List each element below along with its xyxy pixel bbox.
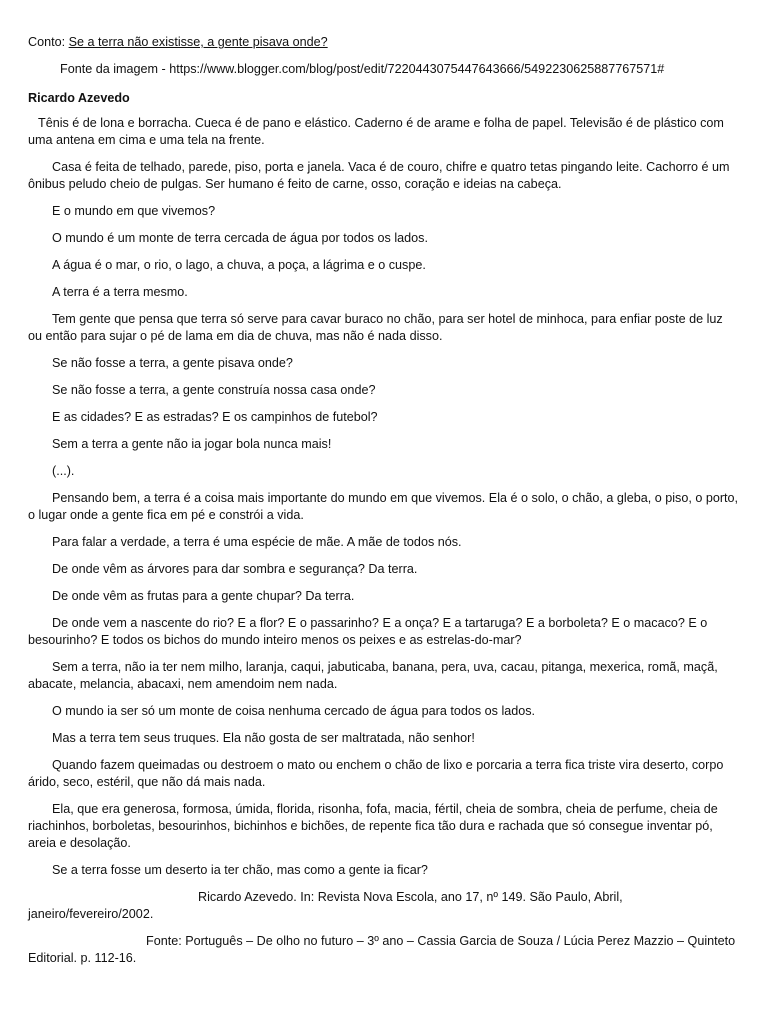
paragraph: A água é o mar, o rio, o lago, a chuva, a poça, a lágrima e o cuspe. bbox=[52, 258, 426, 272]
paragraph: De onde vêm as árvores para dar sombra e segurança? Da terra. bbox=[52, 562, 418, 576]
paragraph: Mas a terra tem seus truques. Ela não gosta de ser maltratada, não senhor! bbox=[52, 731, 475, 745]
paragraph: Quando fazem queimadas ou destroem o mato ou enchem o chão de lixo e porcaria a terra fica triste vira deserto, corpo árido, seco, estéril, que não dá mais nada. bbox=[28, 758, 724, 789]
story-heading bbox=[28, 34, 740, 51]
paragraph: De onde vêm as frutas para a gente chupar? Da terra. bbox=[52, 589, 355, 603]
paragraph: E o mundo em que vivemos? bbox=[52, 204, 216, 218]
paragraph: Ela, que era generosa, formosa, úmida, florida, risonha, fofa, macia, fértil, cheia de sombra, cheia de perfume, cheia de riachinhos, borboletas, besourinhos, bichinhos e bichões, de repente fica tão dura e rachada que só consegue inventar pó, areia e desolação. bbox=[28, 802, 718, 850]
paragraph: Tênis é de lona e borracha. Cueca é de pano e elástico. Caderno é de arame e folha de papel. Televisão é de plástico com uma antena em cima e uma tela na frente. bbox=[28, 116, 724, 147]
story-title: Se a terra não existisse, a gente pisava onde? bbox=[68, 35, 328, 49]
paragraph: Se não fosse a terra, a gente pisava onde? bbox=[52, 356, 293, 370]
author-name: Ricardo Azevedo bbox=[28, 91, 130, 105]
paragraph: Sem a terra, não ia ter nem milho, laranja, caqui, jabuticaba, banana, pera, uva, cacau, pitanga, mexerica, romã, maçã, abacate, melancia, abacaxi, nem amendoim nem nada. bbox=[28, 660, 718, 691]
paragraph: A terra é a terra mesmo. bbox=[52, 285, 188, 299]
paragraph: Para falar a verdade, a terra é uma espécie de mãe. A mãe de todos nós. bbox=[52, 535, 462, 549]
document-page bbox=[28, 34, 740, 977]
paragraph: O mundo é um monte de terra cercada de água por todos os lados. bbox=[52, 231, 428, 245]
citation: Ricardo Azevedo. In: Revista Nova Escola, ano 17, nº 149. São Paulo, Abril, janeiro/fevereiro/2002. bbox=[28, 890, 623, 921]
paragraph: Se a terra fosse um deserto ia ter chão, mas como a gente ia ficar? bbox=[52, 863, 428, 877]
paragraph: Sem a terra a gente não ia jogar bola nunca mais! bbox=[52, 437, 332, 451]
paragraph: Pensando bem, a terra é a coisa mais importante do mundo em que vivemos. Ela é o solo, o chão, a gleba, o piso, o porto, o lugar onde a gente fica em pé e constrói a vida. bbox=[28, 491, 739, 522]
paragraph: Tem gente que pensa que terra só serve para cavar buraco no chão, para ser hotel de minhoca, para enfiar poste de luz ou então para sujar o pé de lama em dia de chuva, mas não é nada disso. bbox=[28, 312, 723, 343]
paragraph: De onde vem a nascente do rio? E a flor? E o passarinho? E a onça? E a tartaruga? E a borboleta? E o macaco? E o besourinho? E todos os bichos do mundo inteiro menos os peixes e as estrelas-do-mar? bbox=[28, 616, 708, 647]
image-source: Fonte da imagem - https://www.blogger.com/blog/post/edit/7220443075447643666/5492230625887767571# bbox=[60, 62, 665, 76]
paragraph: E as cidades? E as estradas? E os campinhos de futebol? bbox=[52, 410, 378, 424]
source-reference: Fonte: Português – De olho no futuro – 3º ano – Cassia Garcia de Souza / Lúcia Perez Mazzio – Quinteto Editorial. p. 112-16. bbox=[28, 934, 736, 965]
paragraph: Casa é feita de telhado, parede, piso, porta e janela. Vaca é de couro, chifre e quatro tetas pingando leite. Cachorro é um ônibus peludo cheio de pulgas. Ser humano é feito de carne, osso, coração e ideias na cabeça. bbox=[28, 160, 730, 191]
paragraph: Se não fosse a terra, a gente construía nossa casa onde? bbox=[52, 383, 376, 397]
paragraph: (...). bbox=[52, 464, 75, 478]
story-label: Conto: bbox=[28, 35, 69, 49]
paragraph: O mundo ia ser só um monte de coisa nenhuma cercado de água para todos os lados. bbox=[52, 704, 536, 718]
